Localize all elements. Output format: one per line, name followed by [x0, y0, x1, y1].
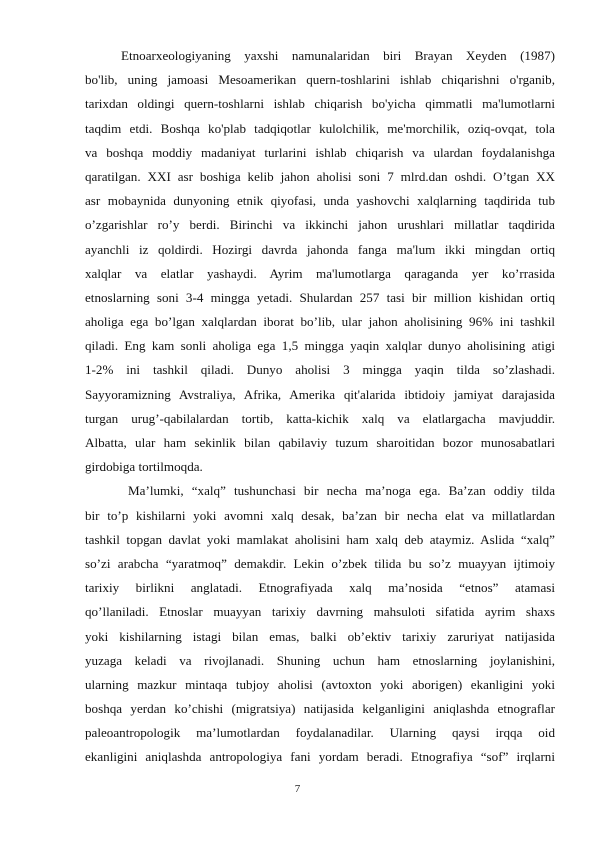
text-line: xalqlar va elatlar yashaydi. Ayrim ma'lumotlarga qaraganda yer ko’rrasida: [85, 265, 555, 281]
text-line: Ma’lumki, “xalq” tushunchasi bir necha ma’noga ega. Ba’zan oddiy tilda: [128, 483, 555, 499]
text-line: tarixdan oldingi quern-toshlarni ishlab chiqarish bo'yicha qimmatli ma'lumotlarni: [85, 96, 555, 112]
page-number: 7: [294, 783, 301, 795]
text-line: etnoslarning soni 3-4 mingga yetadi. Shulardan 257 tasi bir million kishidan ortiq: [85, 289, 555, 305]
paragraph-2: [85, 479, 555, 769]
text-line: yuzaga keladi va rivojlanadi. Shuning uchun ham etnoslarning joylanishini,: [85, 652, 555, 668]
text-line: turgan urug’-qabilalardan tortib, katta-kichik xalq va elatlargacha mavjuddir.: [85, 410, 555, 426]
document-body: [85, 44, 555, 770]
text-line: paleoantropologik ma’lumotlardan foydalanadilar. Ularning qaysi irqqa oid: [85, 725, 555, 741]
text-line: qo’llaniladi. Etnoslar muayyan tarixiy davrning mahsuloti sifatida ayrim shaxs: [85, 604, 555, 620]
text-line: ayanchli iz qoldirdi. Hozirgi davrda jahonda fanga ma'lum ikki mingdan ortiq: [85, 241, 555, 257]
text-line: bir to’p kishilarni yoki avomni xalq desak, ba’zan bir necha elat va millatlardan: [85, 507, 555, 523]
text-line: asr mobaynida dunyoning etnik qiyofasi, unda yashovchi xalqlarning taqdirida tub: [85, 193, 555, 209]
text-line: ularning mazkur mintaqa tubjoy aholisi (avtoxton yoki aborigen) ekanligini yoki: [85, 676, 555, 692]
text-line: tashkil topgan davlat yoki mamlakat aholisini ham xalq deb ataymiz. Aslida “xalq”: [85, 531, 555, 547]
text-line: ekanligini aniqlashda antropologiya fani yordam beradi. Etnografiya “sof” irqlarni: [85, 749, 555, 765]
text-line: va boshqa moddiy madaniyat turlarini ishlab chiqarish va ulardan foydalanishga: [85, 144, 555, 160]
text-line: Etnoarxeologiyaning yaxshi namunalaridan biri Brayan Xeyden (1987): [121, 48, 555, 63]
text-line: 1-2% ini tashkil qiladi. Dunyo aholisi 3 mingga yaqin tilda so’zlashadi.: [85, 362, 555, 378]
text-line: boshqa yerdan ko’chishi (migratsiya) natijasida kelganligini aniqlashda etnograflar: [85, 701, 555, 717]
text-line: bo'lib, uning jamoasi Mesoamerikan quern-toshlarini ishlab chiqarishni o'rganib,: [85, 72, 555, 88]
text-line: yoki kishilarning istagi bilan emas, balki ob’ektiv tarixiy zaruriyat natijasida: [85, 628, 555, 644]
text-line: so’zi arabcha “yaratmoq” demakdir. Lekin o’zbek tilida bu so’z muayyan ijtimoiy: [85, 555, 555, 571]
text-line: girdobiga tortilmoqda.: [85, 459, 203, 475]
text-line: aholiga ega bo’lgan xalqlardan iborat bo’lib, ular jahon aholisining 96% ini tashkil: [85, 314, 555, 330]
text-line: qaratilgan. XXI asr boshiga kelib jahon aholisi soni 7 mlrd.dan oshdi. O’tgan XX: [85, 168, 555, 184]
text-line: tarixiy birlikni anglatadi. Etnografiyada xalq ma’nosida “etnos” atamasi: [85, 580, 555, 596]
text-line: Sayyoramizning Avstraliya, Afrika, Amerika qit'alarida ibtidoiy jamiyat darajasida: [85, 386, 555, 402]
text-line: qiladi. Eng kam sonli aholiga ega 1,5 mingga yaqin xalqlar dunyo aholisining atigi: [85, 338, 555, 354]
text-line: o’zgarishlar ro’y berdi. Birinchi va ikkinchi jahon urushlari millatlar taqdirida: [85, 217, 555, 233]
text-line: taqdim etdi. Boshqa ko'plab tadqiqotlar kulolchilik, me'morchilik, oziq-ovqat, tola: [85, 120, 555, 136]
paragraph-1: [85, 44, 555, 479]
text-line: Albatta, ular ham sekinlik bilan qabilaviy tuzum sharoitidan bozor munosabatlari: [85, 435, 555, 450]
